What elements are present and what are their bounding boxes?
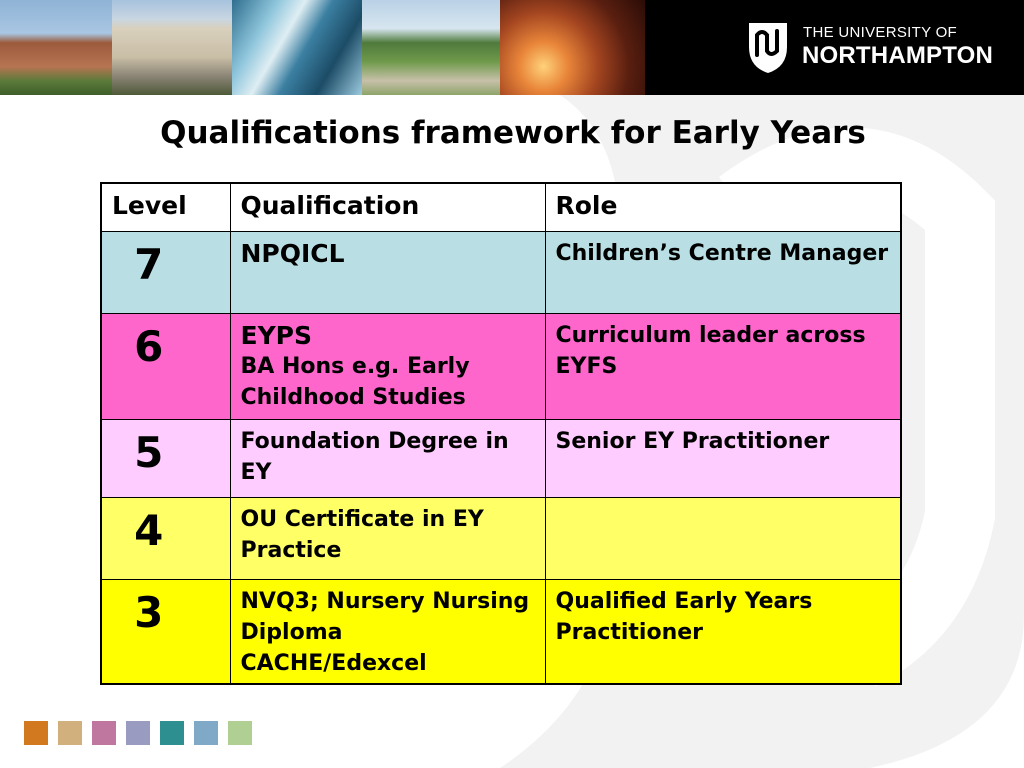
qualification-cell: [230, 497, 545, 579]
color-swatch: [194, 721, 218, 745]
color-swatch: [92, 721, 116, 745]
role-cell: Children’s Centre Manager: [545, 231, 901, 313]
campus-photo-trees: [362, 0, 500, 95]
level-cell: 7: [101, 231, 230, 313]
level-cell: 3: [101, 579, 230, 684]
header-banner: [0, 0, 1024, 95]
campus-photo-brick-building: [0, 0, 112, 95]
table-row-level-7: [101, 231, 901, 313]
qualification-cell: [230, 579, 545, 684]
column-header-level: Level: [101, 183, 230, 231]
level-cell: 4: [101, 497, 230, 579]
campus-photo-stone-building: [112, 0, 232, 95]
column-header-role: Role: [545, 183, 901, 231]
level-cell: 5: [101, 419, 230, 497]
level-cell: 6: [101, 313, 230, 419]
qualifications-table: [100, 182, 902, 685]
campus-photo-glass-facade: [232, 0, 362, 95]
role-cell: [545, 497, 901, 579]
table-row-level-4: [101, 497, 901, 579]
qualification-text: OU Certificate in EY Practice: [240, 506, 484, 563]
color-swatch: [126, 721, 150, 745]
role-cell: Curriculum leader across EYFS: [545, 313, 901, 419]
table-row-level-5: [101, 419, 901, 497]
color-swatch: [160, 721, 184, 745]
campus-photo-lit-interior: [500, 0, 645, 95]
qualification-text: NPQICL: [240, 238, 345, 268]
page-title: Qualifications framework for Early Years: [160, 115, 866, 151]
color-swatch: [228, 721, 252, 745]
table-header-row: [101, 183, 901, 231]
table-row-level-6: [101, 313, 901, 419]
university-logo: [645, 0, 1024, 95]
qualification-text: Foundation Degree in EY: [240, 428, 509, 485]
university-logo-icon: [745, 17, 791, 75]
qualification-cell: [230, 231, 545, 313]
logo-text-line2: NORTHAMPTON: [802, 42, 994, 69]
qualification-text: BA Hons e.g. Early Childhood Studies: [240, 353, 470, 410]
role-cell: Senior EY Practitioner: [545, 419, 901, 497]
qualification-text: NVQ3; Nursery Nursing Diploma CACHE/Edexcel: [240, 588, 530, 676]
qualification-cell: [230, 419, 545, 497]
logo-text-line1: THE UNIVERSITY OF: [803, 24, 958, 41]
color-swatch: [58, 721, 82, 745]
qualification-text: EYPS: [240, 320, 313, 350]
column-header-qualification: Qualification: [230, 183, 545, 231]
color-swatch: [24, 721, 48, 745]
qualification-cell: [230, 313, 545, 419]
table-row-level-3: [101, 579, 901, 684]
role-cell: Qualified Early Years Practitioner: [545, 579, 901, 684]
